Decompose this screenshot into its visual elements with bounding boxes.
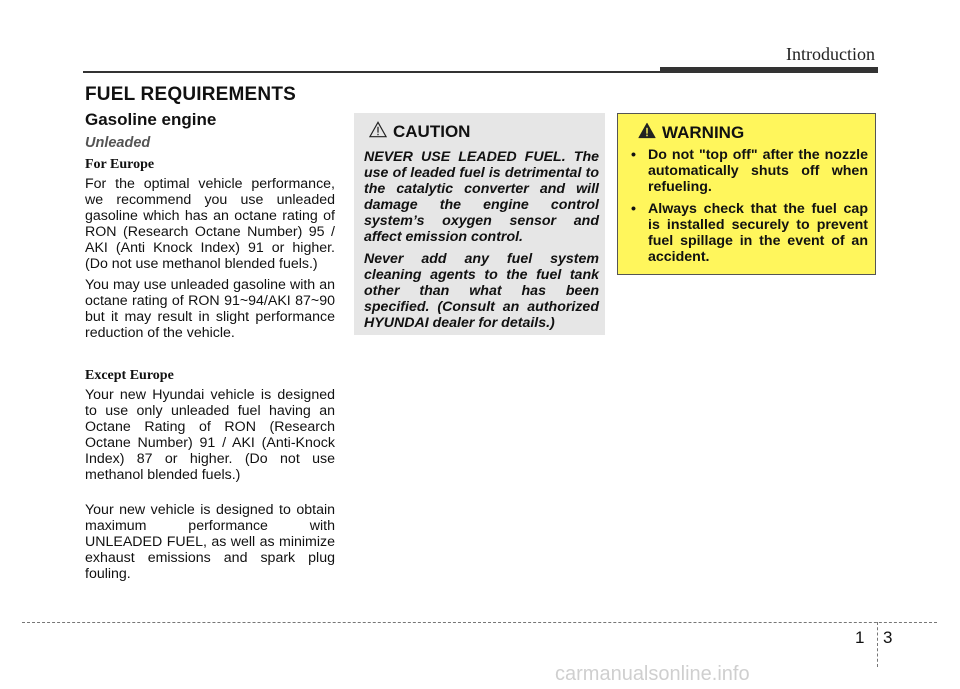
footer-dashed-rule	[22, 622, 937, 623]
watermark: carmanualsonline.info	[555, 663, 750, 685]
header-rule-thick	[660, 67, 878, 73]
left-column	[85, 110, 335, 587]
warning-triangle-icon	[638, 122, 656, 144]
caution-box	[354, 113, 605, 335]
warning-list	[628, 147, 868, 271]
chapter-number: 1	[855, 628, 865, 647]
engine-heading: Gasoline engine	[85, 110, 217, 129]
europe-paragraph-2: You may use unleaded gasoline with an octane rating of RON 91~94/AKI 87~90 but it may result in slight performance reduction of the vehicle.	[85, 277, 335, 341]
europe-paragraph-1: For the optimal vehicle performance, we recommend you use unleaded gasoline which has an octane rating of RON (Research Octane Number) 95 / AKI (Anti Knock Index) 91 or higher. (Do not use methanol blended fuels.)	[85, 176, 335, 272]
warning-box	[617, 113, 876, 275]
warning-title: WARNING	[662, 123, 745, 142]
header-rule-thin	[83, 71, 663, 73]
footer-dashed-divider	[877, 622, 878, 667]
bullet-icon: •	[631, 147, 636, 163]
except-europe-paragraph-1: Your new Hyundai vehicle is designed to use only unleaded fuel having an Octane Rating of RON (Research Octane Number) 91 / AKI (Anti-Knock Index) 87 or higher. (Do not use methanol blended fuels.)	[85, 387, 335, 483]
page-title: FUEL REQUIREMENTS	[85, 84, 297, 105]
caution-paragraph-2: Never add any fuel system cleaning agents to the fuel tank other than what has been specified. (Consult an authorized HYUNDAI dealer for details.)	[364, 251, 599, 331]
warning-item-text: Always check that the fuel cap is installed securely to prevent fuel spillage in the event of an accident.	[648, 201, 868, 265]
europe-label: For Europe	[85, 157, 155, 172]
caution-paragraph-1: NEVER USE LEADED FUEL. The use of leaded fuel is detrimental to the catalytic converter and will damage the engine control system’s oxygen sensor and affect emission control.	[364, 149, 599, 245]
unleaded-subheading: Unleaded	[85, 135, 151, 151]
caution-header	[369, 121, 470, 143]
warning-item	[628, 147, 868, 195]
bullet-icon: •	[631, 201, 636, 217]
caution-body	[364, 149, 599, 337]
except-europe-paragraph-2: Your new vehicle is designed to obtain maximum performance with UNLEADED FUEL, as well as minimize exhaust emissions and spark plug fouling.	[85, 502, 335, 582]
page-number: 3	[883, 628, 893, 647]
except-europe-label: Except Europe	[85, 368, 174, 383]
caution-triangle-icon	[369, 121, 387, 143]
warning-header	[638, 122, 744, 144]
warning-item-text: Do not "top off" after the nozzle automatically shuts off when refueling.	[648, 147, 868, 195]
section-label: Introduction	[786, 44, 875, 64]
caution-title: CAUTION	[393, 122, 471, 141]
warning-item	[628, 201, 868, 265]
